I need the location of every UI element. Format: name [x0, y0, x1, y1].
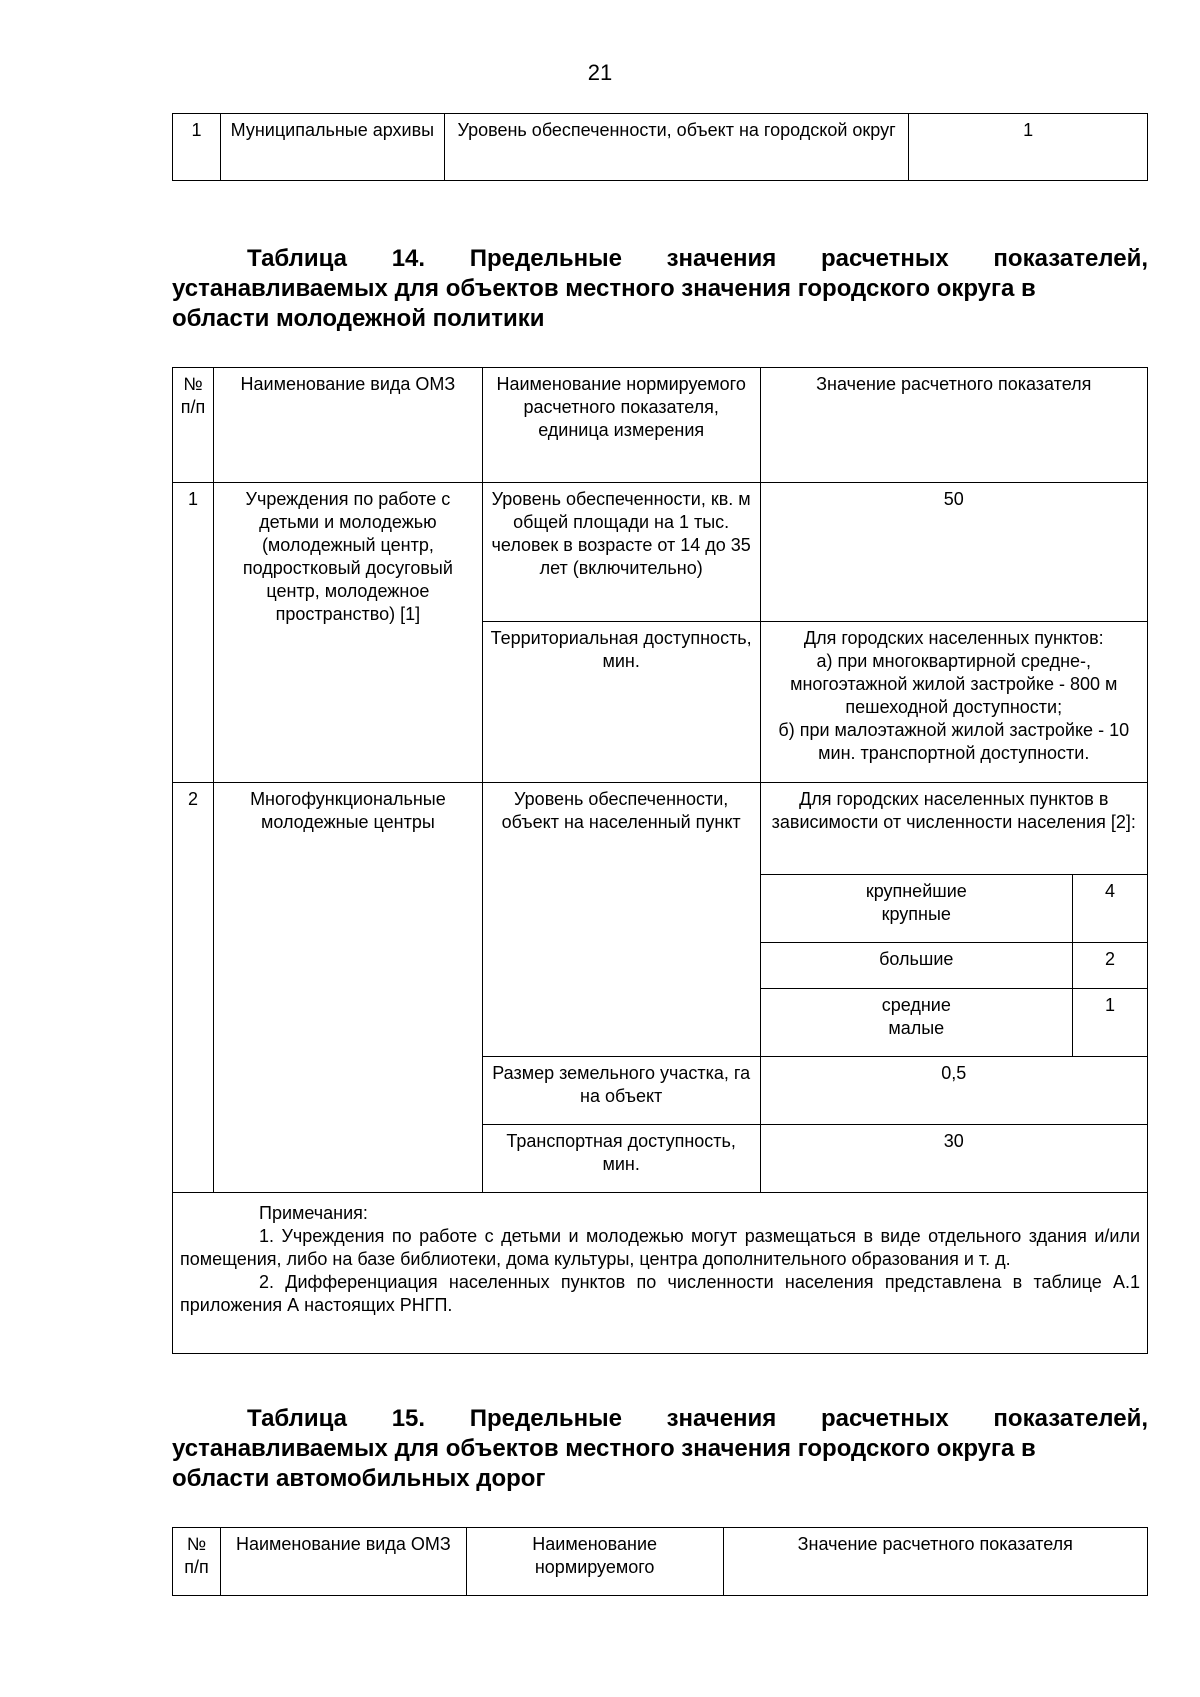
header-indicator: Наименование нормируемого — [466, 1528, 723, 1596]
omz-name: Учреждения по работе с детьми и молодежью (молодежный центр, подростковый досуговый центр, молодежное пространство) [1] — [213, 483, 482, 783]
settlement-category — [760, 875, 1073, 943]
table-14-heading — [172, 244, 1148, 334]
table-header-row — [173, 368, 1148, 483]
heading-line: устанавливаемых для объектов местного значения городского округа в — [172, 1435, 1036, 1462]
header-num: № п/п — [173, 1528, 221, 1596]
indicator-name: Уровень обеспеченности, объект на городской округ — [444, 114, 908, 181]
header-num: № п/п — [173, 368, 214, 483]
table-header-row — [173, 1528, 1148, 1596]
category-value: 4 — [1073, 875, 1148, 943]
table-15-heading — [172, 1404, 1148, 1494]
value-line: Для городских населенных пунктов: — [803, 628, 1104, 648]
row-number: 1 — [173, 114, 221, 181]
category-value: 2 — [1073, 943, 1148, 989]
value-line: б) при малоэтажной жилой застройке - 10 мин. транспортной доступности. — [778, 720, 1130, 763]
note-1: 1. Учреждения по работе с детьми и молодежью могут размещаться в виде отдельного здания и/или помещения, либо на базе библиотеки, дома культуры, центра дополнительного образования и т. д. — [180, 1226, 1140, 1269]
table-row — [173, 483, 1148, 622]
heading-line: Таблица 14. Предельные значения расчетных показателей, — [247, 245, 1148, 272]
indicator-name: Транспортная доступность, мин. — [482, 1125, 760, 1193]
note-2: 2. Дифференциация населенных пунктов по численности населения представлена в таблице А.1 приложения А настоящих РНГП. — [180, 1272, 1140, 1315]
omz-name: Многофункциональные молодежные центры — [213, 783, 482, 1193]
table-notes — [173, 1193, 1148, 1354]
indicator-value: 30 — [760, 1125, 1147, 1193]
table-14 — [172, 367, 1148, 1354]
category-line: крупнейшие — [865, 881, 967, 901]
heading-line: области автомобильных дорог — [172, 1465, 546, 1492]
indicator-value: 1 — [909, 114, 1148, 181]
indicator-name: Размер земельного участка, га на объект — [482, 1057, 760, 1125]
heading-line: Таблица 15. Предельные значения расчетных показателей, — [247, 1405, 1148, 1432]
category-value: 1 — [1073, 989, 1148, 1057]
header-value: Значение расчетного показателя — [760, 368, 1147, 483]
indicator-name: Территориальная доступность, мин. — [482, 622, 760, 783]
category-line: большие — [879, 949, 954, 969]
settlement-category — [760, 989, 1073, 1057]
indicator-value-header: Для городских населенных пунктов в зависимости от численности населения [2]: — [760, 783, 1147, 875]
header-value: Значение расчетного показателя — [723, 1528, 1147, 1596]
indicator-name: Уровень обеспеченности, объект на населенный пункт — [482, 783, 760, 1057]
category-line: средние — [881, 995, 951, 1015]
notes-row — [173, 1193, 1148, 1354]
table-row — [173, 114, 1148, 181]
category-line: крупные — [881, 904, 951, 924]
heading-line: области молодежной политики — [172, 305, 545, 332]
table-previous-continuation — [172, 113, 1148, 181]
notes-title: Примечания: — [259, 1203, 368, 1223]
heading-line: устанавливаемых для объектов местного значения городского округа в — [172, 275, 1036, 302]
indicator-value: 0,5 — [760, 1057, 1147, 1125]
row-number: 2 — [173, 783, 214, 1193]
omz-name: Муниципальные архивы — [220, 114, 444, 181]
table-15 — [172, 1527, 1148, 1596]
table-row — [173, 783, 1148, 875]
page-number: 21 — [587, 60, 613, 85]
value-line: а) при многоквартирной средне-, многоэтажной жилой застройке - 800 м пешеходной доступности; — [790, 651, 1118, 717]
header-omz-name: Наименование вида ОМЗ — [213, 368, 482, 483]
header-indicator: Наименование нормируемого расчетного показателя, единица измерения — [482, 368, 760, 483]
settlement-category — [760, 943, 1073, 989]
header-omz-name: Наименование вида ОМЗ — [220, 1528, 466, 1596]
indicator-value — [760, 622, 1147, 783]
category-line: малые — [888, 1018, 945, 1038]
row-number: 1 — [173, 483, 214, 783]
indicator-value: 50 — [760, 483, 1147, 622]
indicator-name: Уровень обеспеченности, кв. м общей площади на 1 тыс. человек в возрасте от 14 до 35 лет (включительно) — [482, 483, 760, 622]
